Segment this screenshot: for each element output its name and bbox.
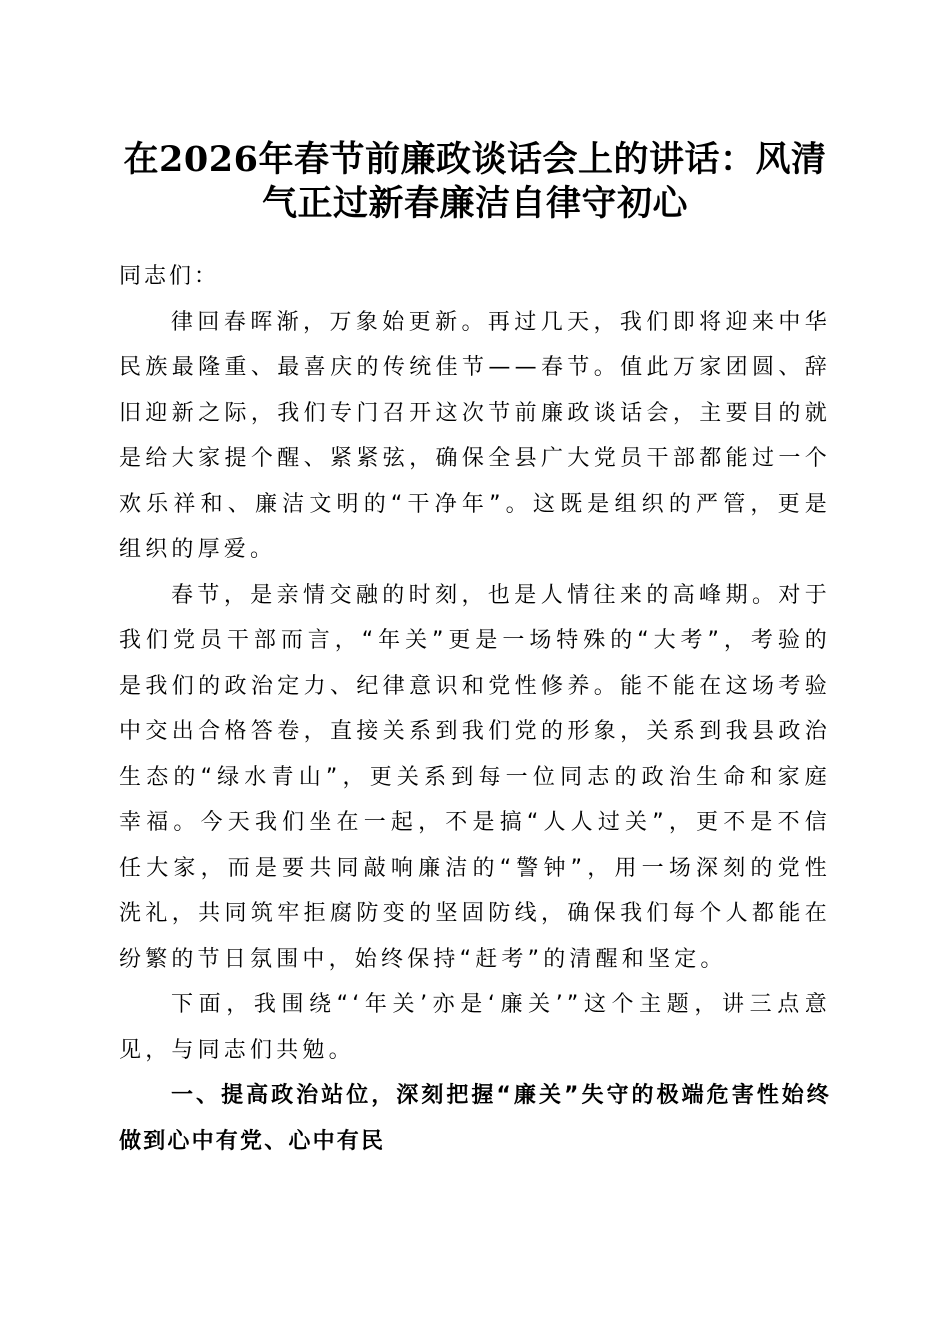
document-body <box>119 254 831 1164</box>
paragraph-theme: 下面，我围绕“‘年关’亦是‘廉关’”这个主题，讲三点意见，与同志们共勉。 <box>119 992 831 1063</box>
salutation: 同志们： <box>119 264 220 289</box>
paragraph-opening: 律回春晖渐，万象始更新。再过几天，我们即将迎来中华民族最隆重、最喜庆的传统佳节——春节。值此万家团圆、辞旧迎新之际，我们专门召开这次节前廉政谈话会，主要目的就是给大家提个醒、紧紧弦，确保全县广大党员干部都能过一个欢乐祥和、廉洁文明的“干净年”。这既是组织的严管，更是组织的厚爱。 <box>119 309 831 562</box>
paragraph-spring-festival: 春节，是亲情交融的时刻，也是人情往来的高峰期。对于我们党员干部而言，“年关”更是一场特殊的“大考”，考验的是我们的政治定力、纪律意识和党性修养。能不能在这场考验中交出合格答卷，直接关系到我们党的形象，关系到我县政治生态的“绿水青山”，更关系到每一位同志的政治生命和家庭幸福。今天我们坐在一起，不是搞“人人过关”，更不是不信任大家，而是要共同敲响廉洁的“警钟”，用一场深刻的党性洗礼，共同筑牢拒腐防变的坚固防线，确保我们每个人都能在纷繁的节日氛围中，始终保持“赶考”的清醒和坚定。 <box>119 582 831 972</box>
title-line-2: 气正过新春廉洁自律守初心 <box>261 183 688 224</box>
section-heading-1: 一、提高政治站位，深刻把握“廉关”失守的极端危害性始终做到心中有党、心中有民 <box>119 1083 831 1154</box>
title-line-1: 在2026年春节前廉政谈话会上的讲话：风清 <box>123 139 827 180</box>
document-title <box>110 138 840 226</box>
